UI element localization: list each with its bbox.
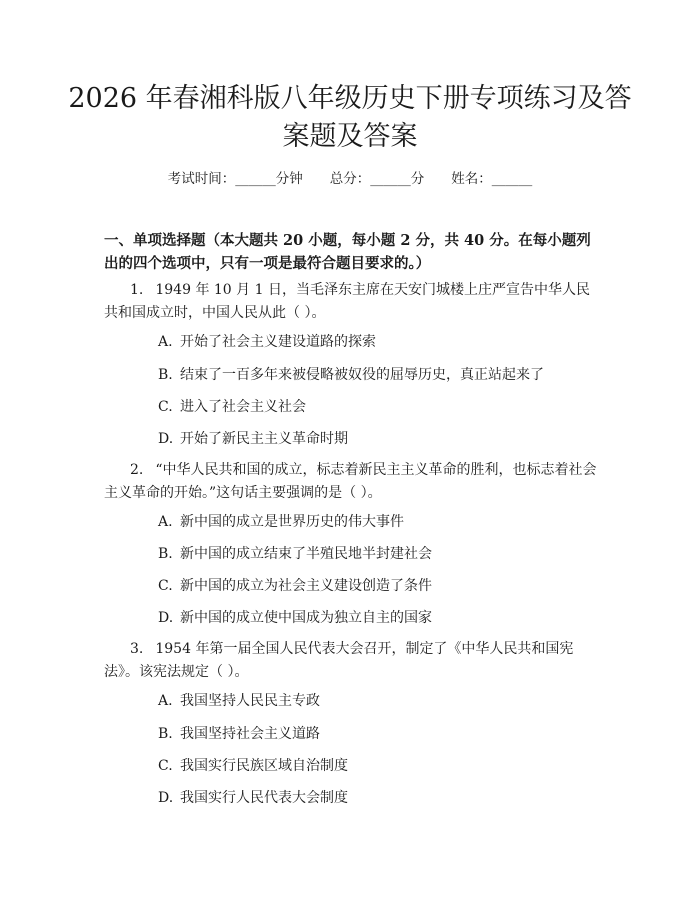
option-text: 新中国的成立为社会主义建设创造了条件 [180,578,432,594]
option-letter: D. [158,790,174,806]
option-letter: B. [158,367,173,383]
question-2-option-c [158,576,598,596]
question-number: 2. [130,462,144,478]
question-text: “中华人民共和国的成立，标志着新民主主义革命的胜利，也标志着社会主义革命的开始。”这句话主要强调的是（ ）。 [104,462,597,501]
question-number: 1. [130,282,144,298]
question-2-stem [104,459,602,505]
question-2-option-a [158,512,598,532]
question-2-option-b [158,544,598,564]
question-3-option-d [158,788,598,808]
option-letter: B. [158,546,173,562]
question-3-option-b [158,724,598,744]
option-text: 我国坚持社会主义道路 [180,726,320,742]
question-1-option-c [158,397,598,417]
question-3-option-c [158,756,598,776]
option-text: 新中国的成立是世界历史的伟大事件 [180,514,404,530]
option-text: 新中国的成立使中国成为独立自主的国家 [180,610,432,626]
option-text: 开始了社会主义建设道路的探索 [180,334,376,350]
option-letter: A. [158,514,173,530]
question-1-option-a [158,332,598,352]
question-text: 1949 年 10 月 1 日，当毛泽东主席在天安门城楼上庄严宣告中华人民共和国成立时，中国人民从此（ ）。 [104,282,590,321]
question-text: 1954 年第一届全国人民代表大会召开，制定了《中华人民共和国宪法》。该宪法规定（ ）。 [104,641,574,680]
question-2-option-d [158,608,598,628]
option-text: 结束了一百多年来被侵略被奴役的屈辱历史，真正站起来了 [180,367,544,383]
option-letter: D. [158,431,174,447]
option-letter: D. [158,610,174,626]
question-1-stem [104,279,602,325]
option-letter: B. [158,726,173,742]
option-letter: A. [158,693,173,709]
option-text: 我国实行民族区域自治制度 [180,758,348,774]
option-text: 我国坚持人民民主专政 [180,693,320,709]
option-letter: C. [158,758,173,774]
question-1-option-b [158,365,598,385]
question-3-option-a [158,691,598,711]
question-3-stem [104,638,602,684]
section-heading: 一、单项选择题（本大题共 20 小题，每小题 2 分，共 40 分。在每小题列出的四个选项中，只有一项是最符合题目要求的。） [104,232,591,272]
exam-info: 考试时间：______分钟 总分：______分 姓名：______ [167,171,533,187]
option-text: 进入了社会主义社会 [180,399,306,415]
option-text: 我国实行人民代表大会制度 [180,790,348,806]
option-letter: C. [158,399,173,415]
question-number: 3. [130,641,144,657]
option-letter: A. [158,334,173,350]
option-letter: C. [158,578,173,594]
option-text: 开始了新民主主义革命时期 [180,431,348,447]
question-1-option-d [158,429,598,449]
document-title: 2026 年春湘科版八年级历史下册专项练习及答案题及答案 [68,83,632,152]
option-text: 新中国的成立结束了半殖民地半封建社会 [180,546,432,562]
